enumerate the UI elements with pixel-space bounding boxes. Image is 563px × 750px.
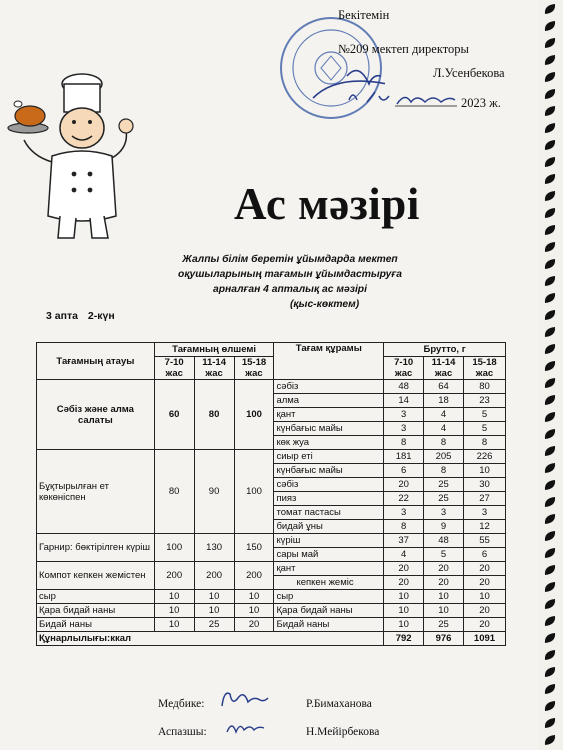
leaf-ornament-icon (543, 648, 557, 662)
ingredient-name: сәбіз (274, 380, 384, 394)
gross-value: 4 (424, 408, 464, 422)
leaf-ornament-icon (543, 257, 557, 271)
gross-value: 30 (464, 478, 506, 492)
leaf-ornament-icon (543, 172, 557, 186)
ingredient-name: сыр (274, 590, 384, 604)
gross-value: 20 (384, 478, 424, 492)
gross-value: 27 (464, 492, 506, 506)
leaf-ornament-icon (543, 461, 557, 475)
week-number: 3 апта (46, 310, 78, 322)
gross-value: 48 (424, 534, 464, 548)
header-dish: Тағамның атауы (37, 343, 155, 380)
ingredient-name: күнбағыс майы (274, 464, 384, 478)
header-age-11-14: 11-14 жас (194, 357, 234, 380)
leaf-ornament-icon (543, 699, 557, 713)
portion-value: 90 (194, 450, 234, 534)
dish-name: Гарнир: бөктірілген күріш (37, 534, 155, 562)
ingredient-name: қант (274, 408, 384, 422)
gross-value: 20 (464, 604, 506, 618)
leaf-ornament-icon (543, 70, 557, 84)
header-gross: Брутто, г (384, 343, 506, 357)
total-row (37, 632, 506, 646)
gross-value: 80 (464, 380, 506, 394)
leaf-ornament-icon (543, 495, 557, 509)
leaf-ornament-icon (543, 104, 557, 118)
gross-value: 5 (464, 408, 506, 422)
portion-value: 130 (194, 534, 234, 562)
leaf-ornament-icon (543, 240, 557, 254)
total-15-18: 1091 (464, 632, 506, 646)
gross-value: 3 (384, 422, 424, 436)
cook-role: Аспазшы: (158, 726, 207, 738)
gross-value: 181 (384, 450, 424, 464)
dish-name: сыр (37, 590, 155, 604)
ingredient-name: бидай ұны (274, 520, 384, 534)
leaf-ornament-icon (543, 223, 557, 237)
dish-name: Компот кепкен жемістен (37, 562, 155, 590)
gross-value: 3 (384, 506, 424, 520)
gross-value: 23 (464, 394, 506, 408)
leaf-ornament-icon (543, 206, 557, 220)
leaf-ornament-icon (543, 2, 557, 16)
header-age-15-18: 15-18 жас (234, 357, 274, 380)
gross-value: 226 (464, 450, 506, 464)
approval-position: №209 мектеп директоры (338, 42, 469, 56)
gross-value: 20 (464, 576, 506, 590)
nurse-name: Р.Бимаханова (306, 698, 372, 710)
gross-value: 20 (384, 562, 424, 576)
approval-heading: Бекітемін (338, 8, 390, 22)
gross-value: 4 (384, 548, 424, 562)
gross-value: 37 (384, 534, 424, 548)
leaf-ornament-icon (543, 529, 557, 543)
ingredient-name: сиыр еті (274, 450, 384, 464)
header-composition: Тағам құрамы (274, 343, 384, 380)
decorative-border (538, 0, 563, 750)
gross-value: 5 (464, 422, 506, 436)
approval-year: 2023 ж. (461, 96, 501, 110)
portion-value: 25 (194, 618, 234, 632)
ingredient-name: томат пастасы (274, 506, 384, 520)
gross-value: 8 (384, 520, 424, 534)
leaf-ornament-icon (543, 325, 557, 339)
header-gross-age-15-18: 15-18 жас (464, 357, 506, 380)
dish-name: Бұқтырылған ет көкөніспен (37, 450, 155, 534)
leaf-ornament-icon (543, 155, 557, 169)
subtitle-season: (қыс-көктем) (290, 299, 360, 310)
leaf-ornament-icon (543, 291, 557, 305)
cook-name: Н.Мейірбекова (306, 726, 380, 738)
gross-value: 3 (464, 506, 506, 520)
portion-value: 10 (234, 590, 274, 604)
gross-value: 20 (464, 562, 506, 576)
leaf-ornament-icon (543, 682, 557, 696)
gross-value: 8 (424, 436, 464, 450)
leaf-ornament-icon (543, 359, 557, 373)
gross-value: 20 (424, 576, 464, 590)
leaf-ornament-icon (543, 308, 557, 322)
leaf-ornament-icon (543, 121, 557, 135)
portion-value: 10 (154, 590, 194, 604)
gross-value: 4 (424, 422, 464, 436)
portion-value: 100 (234, 450, 274, 534)
page-title: Ас мәзірі (234, 179, 420, 229)
gross-value: 8 (384, 436, 424, 450)
ingredient-name: сәбіз (274, 478, 384, 492)
table-row (37, 562, 506, 576)
total-7-10: 792 (384, 632, 424, 646)
leaf-ornament-icon (543, 274, 557, 288)
ingredient-name: кепкен жеміс (274, 576, 384, 590)
ingredient-name: Бидай наны (274, 618, 384, 632)
leaf-ornament-icon (543, 733, 557, 747)
dish-name: Бидай наны (37, 618, 155, 632)
menu-table-body (37, 380, 506, 632)
gross-value: 12 (464, 520, 506, 534)
portion-value: 100 (234, 380, 274, 450)
gross-value: 48 (384, 380, 424, 394)
total-label: Құнарлылығы:ккал (37, 632, 384, 646)
leaf-ornament-icon (543, 631, 557, 645)
leaf-ornament-icon (543, 580, 557, 594)
ingredient-name: көк жуа (274, 436, 384, 450)
header-gross-age-7-10: 7-10 жас (384, 357, 424, 380)
dish-name: Сәбіз және алма салаты (37, 380, 155, 450)
gross-value: 3 (424, 506, 464, 520)
portion-value: 200 (194, 562, 234, 590)
leaf-ornament-icon (543, 427, 557, 441)
portion-value: 80 (194, 380, 234, 450)
leaf-ornament-icon (543, 597, 557, 611)
leaf-ornament-icon (543, 546, 557, 560)
gross-value: 20 (424, 562, 464, 576)
portion-value: 80 (154, 450, 194, 534)
leaf-ornament-icon (543, 512, 557, 526)
gross-value: 10 (384, 590, 424, 604)
gross-value: 10 (424, 604, 464, 618)
table-row (37, 380, 506, 394)
gross-value: 20 (464, 618, 506, 632)
leaf-ornament-icon (543, 19, 557, 33)
portion-value: 10 (154, 604, 194, 618)
cook-signature (224, 716, 266, 738)
leaf-ornament-icon (543, 444, 557, 458)
header-portion: Тағамның өлшемі (154, 343, 274, 357)
gross-value: 14 (384, 394, 424, 408)
leaf-ornament-icon (543, 87, 557, 101)
gross-value: 8 (424, 464, 464, 478)
gross-value: 25 (424, 492, 464, 506)
portion-value: 200 (154, 562, 194, 590)
gross-value: 64 (424, 380, 464, 394)
leaf-ornament-icon (543, 410, 557, 424)
portion-value: 10 (234, 604, 274, 618)
week-day-label (46, 310, 115, 322)
menu-table (36, 342, 506, 646)
gross-value: 22 (384, 492, 424, 506)
leaf-ornament-icon (543, 478, 557, 492)
ingredient-name: күріш (274, 534, 384, 548)
portion-value: 10 (154, 618, 194, 632)
chef-illustration (4, 66, 139, 246)
portion-value: 150 (234, 534, 274, 562)
leaf-ornament-icon (543, 563, 557, 577)
approval-name: Л.Усенбекова (433, 66, 505, 80)
gross-value: 25 (424, 618, 464, 632)
gross-value: 6 (464, 548, 506, 562)
leaf-ornament-icon (543, 376, 557, 390)
ingredient-name: пияз (274, 492, 384, 506)
gross-value: 25 (424, 478, 464, 492)
table-row (37, 450, 506, 464)
leaf-ornament-icon (543, 189, 557, 203)
gross-value: 10 (384, 618, 424, 632)
portion-value: 60 (154, 380, 194, 450)
portion-value: 20 (234, 618, 274, 632)
table-row (37, 604, 506, 618)
ingredient-name: қант (274, 562, 384, 576)
gross-value: 10 (464, 464, 506, 478)
nurse-signature (218, 686, 270, 712)
day-number: 2-күн (87, 310, 115, 322)
table-row (37, 534, 506, 548)
ingredient-name: күнбағыс майы (274, 422, 384, 436)
leaf-ornament-icon (543, 614, 557, 628)
leaf-ornament-icon (543, 342, 557, 356)
ingredient-name: Қара бидай наны (274, 604, 384, 618)
nurse-role: Медбике: (158, 698, 205, 710)
header-gross-age-11-14: 11-14 жас (424, 357, 464, 380)
approval-date-handwriting (345, 86, 460, 108)
portion-value: 10 (194, 604, 234, 618)
leaf-ornament-icon (543, 716, 557, 730)
subtitle (140, 252, 440, 312)
gross-value: 18 (424, 394, 464, 408)
dish-name: Қара бидай наны (37, 604, 155, 618)
gross-value: 6 (384, 464, 424, 478)
portion-value: 10 (194, 590, 234, 604)
table-row (37, 590, 506, 604)
header-age-7-10: 7-10 жас (154, 357, 194, 380)
table-row (37, 618, 506, 632)
portion-value: 100 (154, 534, 194, 562)
leaf-ornament-icon (543, 665, 557, 679)
gross-value: 9 (424, 520, 464, 534)
leaf-ornament-icon (543, 138, 557, 152)
gross-value: 10 (384, 604, 424, 618)
ingredient-name: сары май (274, 548, 384, 562)
subtitle-line-3: арналған 4 апталық ас мәзірі (213, 284, 367, 295)
gross-value: 20 (384, 576, 424, 590)
gross-value: 10 (424, 590, 464, 604)
gross-value: 5 (424, 548, 464, 562)
leaf-ornament-icon (543, 53, 557, 67)
gross-value: 10 (464, 590, 506, 604)
leaf-ornament-icon (543, 36, 557, 50)
gross-value: 3 (384, 408, 424, 422)
gross-value: 205 (424, 450, 464, 464)
ingredient-name: алма (274, 394, 384, 408)
gross-value: 8 (464, 436, 506, 450)
subtitle-line-2: оқушыларының тағамын ұйымдастыруға (178, 269, 402, 280)
total-11-14: 976 (424, 632, 464, 646)
gross-value: 55 (464, 534, 506, 548)
portion-value: 200 (234, 562, 274, 590)
subtitle-line-1: Жалпы білім беретін ұйымдарда мектеп (182, 254, 398, 265)
leaf-ornament-icon (543, 393, 557, 407)
